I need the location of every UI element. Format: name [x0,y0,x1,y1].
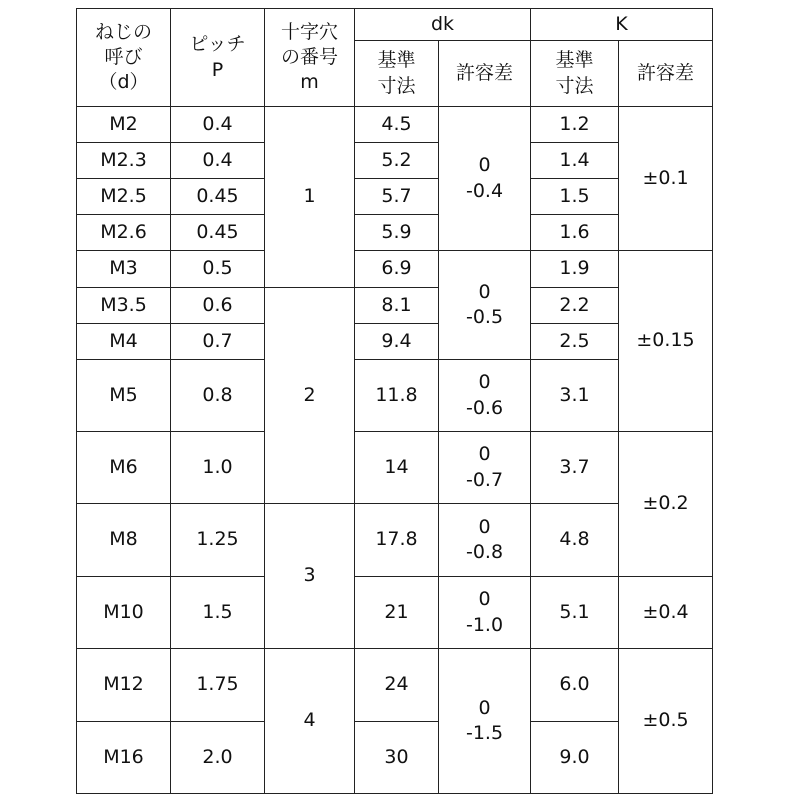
cell-p: 0.7 [171,324,265,360]
cell-k-tolerance: ±0.1 [619,107,713,251]
cell-k: 1.2 [531,107,619,143]
cell-k: 1.4 [531,143,619,179]
cell-k: 1.9 [531,251,619,288]
cell-p: 2.0 [171,722,265,794]
cell-dk: 24 [355,649,439,722]
cell-dk: 4.5 [355,107,439,143]
table-row [77,324,713,360]
cell-p: 1.5 [171,577,265,649]
cell-k-tolerance: ±0.4 [619,577,713,649]
screw-dimension-table [76,8,713,794]
cell-dk: 5.2 [355,143,439,179]
cell-d: M12 [77,649,171,722]
cell-dk-tolerance: 0 -0.7 [439,432,531,504]
cell-d: M2.3 [77,143,171,179]
cell-dk: 6.9 [355,251,439,288]
cell-m: 3 [265,504,355,649]
table-row [77,649,713,722]
table-row [77,432,713,504]
cell-k: 5.1 [531,577,619,649]
header-dk-nominal: 基準 寸法 [355,41,439,107]
header-k-tolerance: 許容差 [619,41,713,107]
cell-dk: 21 [355,577,439,649]
cell-p: 1.25 [171,504,265,577]
cell-k: 9.0 [531,722,619,794]
cell-dk: 17.8 [355,504,439,577]
cell-k: 4.8 [531,504,619,577]
cell-dk: 5.9 [355,215,439,251]
cell-d: M16 [77,722,171,794]
cell-p: 1.75 [171,649,265,722]
header-thread-designation: ねじの 呼び （d） [77,9,171,107]
cell-p: 0.4 [171,143,265,179]
table-row [77,577,713,649]
cell-k: 1.5 [531,179,619,215]
cell-dk-tolerance: 0 -1.5 [439,649,531,794]
cell-dk-tolerance: 0 -0.4 [439,107,531,251]
cell-k: 6.0 [531,649,619,722]
cell-dk: 9.4 [355,324,439,360]
cell-dk: 30 [355,722,439,794]
header-k: K [531,9,713,41]
cell-k: 3.7 [531,432,619,504]
cell-k: 2.5 [531,324,619,360]
cell-d: M10 [77,577,171,649]
header-dk: dk [355,9,531,41]
cell-d: M5 [77,360,171,432]
header-dk-tolerance: 許容差 [439,41,531,107]
cell-dk-tolerance: 0 -0.8 [439,504,531,577]
header-cross-recess-number: 十字穴 の番号 m [265,9,355,107]
cell-m: 2 [265,288,355,504]
table-row [77,288,713,324]
table-row [77,504,713,577]
cell-d: M6 [77,432,171,504]
cell-p: 1.0 [171,432,265,504]
cell-k: 3.1 [531,360,619,432]
cell-k-tolerance: ±0.15 [619,251,713,432]
cell-m: 1 [265,107,355,288]
header-k-nominal: 基準 寸法 [531,41,619,107]
cell-dk-tolerance: 0 -1.0 [439,577,531,649]
table-row [77,215,713,251]
cell-k: 1.6 [531,215,619,251]
cell-dk: 14 [355,432,439,504]
cell-dk: 11.8 [355,360,439,432]
header-pitch: ピッチ P [171,9,265,107]
table-row [77,722,713,794]
cell-p: 0.5 [171,251,265,288]
cell-p: 0.8 [171,360,265,432]
cell-dk-tolerance: 0 -0.5 [439,251,531,360]
table-row [77,143,713,179]
cell-k-tolerance: ±0.2 [619,432,713,577]
table-row [77,251,713,288]
cell-d: M4 [77,324,171,360]
cell-d: M2.5 [77,179,171,215]
cell-d: M3 [77,251,171,288]
cell-p: 0.45 [171,215,265,251]
cell-m: 4 [265,649,355,794]
cell-dk-tolerance: 0 -0.6 [439,360,531,432]
cell-k-tolerance: ±0.5 [619,649,713,794]
table-row [77,107,713,143]
cell-p: 0.6 [171,288,265,324]
cell-dk: 8.1 [355,288,439,324]
cell-p: 0.4 [171,107,265,143]
table-row [77,360,713,432]
cell-d: M2.6 [77,215,171,251]
cell-k: 2.2 [531,288,619,324]
cell-dk: 5.7 [355,179,439,215]
cell-d: M8 [77,504,171,577]
cell-d: M3.5 [77,288,171,324]
cell-p: 0.45 [171,179,265,215]
cell-d: M2 [77,107,171,143]
table-row [77,179,713,215]
